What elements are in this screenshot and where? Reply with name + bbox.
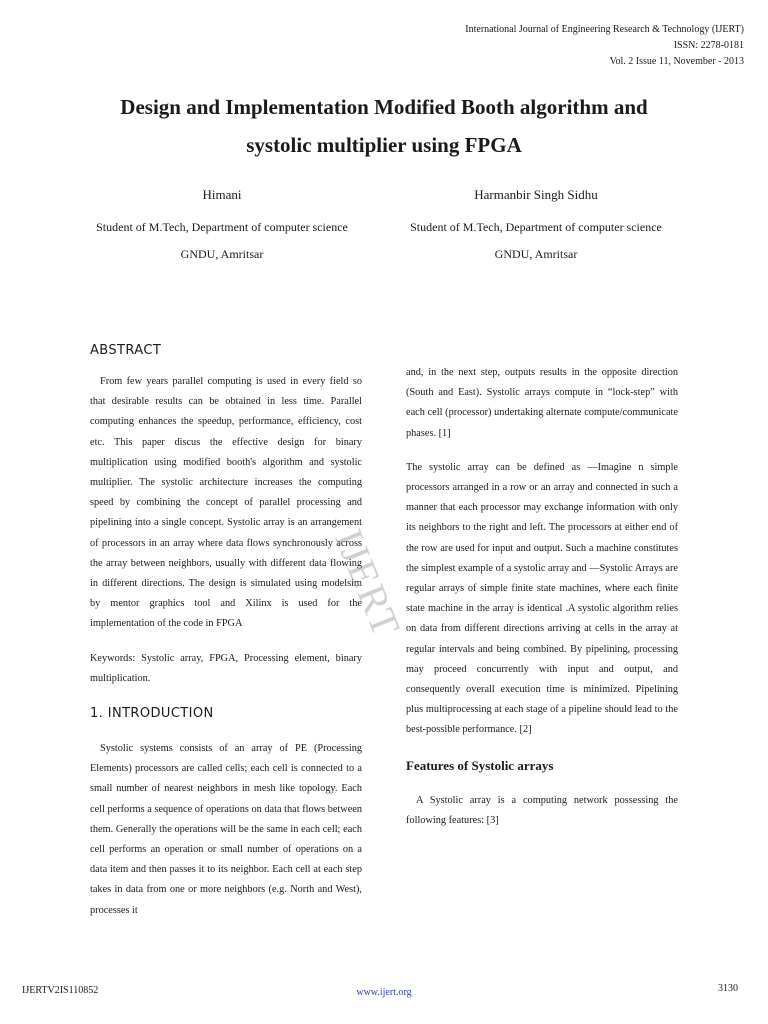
journal-name: International Journal of Engineering Research & Technology (IJERT) xyxy=(465,24,744,35)
right-para-2: The systolic array can be defined as ―Imagine n simple processors arranged in a row or an array and connected in such a manner that each processor may exchange information with only its neighbors to the right and left. The processors at either end of the row are used for input and output. Such a machine constitutes the simplest example of a systolic array and ―Systolic Arrays are regular arrays of simple finite state machines, where each finite state machine in the array is identical .A systolic algorithm relies on data from different directions arriving at cells in the array at regular intervals and being combined. By pipelining, processing may proceed concurrently with input and output, and consequently overall execution time is minimized. Pipelining plus multiprocessing at each stage of a pipeline should lead to the best-possible performance. [2] xyxy=(406,461,678,736)
journal-header xyxy=(465,22,744,70)
features-heading: Features of Systolic arrays xyxy=(406,757,554,773)
introduction-text: Systolic systems consists of an array of PE (Processing Elements) processors are called cells; each cell is connected to a small number of nearest neighbors in mesh like topology. Each cell performs a sequence of operations on data that flows between them. Generally the operations will be the same in each cell; each cell performs an operation or small number of operations on a data item and then passes it to its neighbor. Each cell at each step takes in data from one or more neighbors (e.g. North and West), processes it xyxy=(90,743,362,916)
introduction-heading: 1. INTRODUCTION xyxy=(90,706,214,722)
author-location: GNDU, Amritsar xyxy=(180,247,264,261)
abstract-heading: ABSTRACT xyxy=(90,343,162,358)
author-location: GNDU, Amritsar xyxy=(494,247,578,261)
journal-volume: Vol. 2 Issue 11, November - 2013 xyxy=(609,56,744,67)
keywords-text: Keywords: Systolic array, FPGA, Processing element, binary multiplication. xyxy=(90,652,362,684)
footer-paper-id: IJERTV2IS110852 xyxy=(22,985,99,996)
right-column xyxy=(406,363,678,831)
title-line-1: Design and Implementation Modified Booth algorithm and xyxy=(120,95,648,119)
author-name: Himani xyxy=(202,187,242,202)
footer-website-link[interactable]: www.ijert.org xyxy=(356,987,412,998)
footer-page-number: 3130 xyxy=(718,983,738,994)
abstract-text: From few years parallel computing is used in every field so that desirable results can be obtained in less time. Parallel computing enhances the speedup, performance, efficiency, cost etc. This paper discus the effective design for binary multiplication using modified booth's algorithm and systolic multiplier. The systolic architecture increases the computing speed by combining the concept of parallel processing and pipelining into a single concept. Systolic array is an arrangement of processors in an array where data flows synchronously across the array between neighbors, usually with different data flowing in different directions. The design is simulated using modelsim by mentor graphics tool and Xilinx is used for the implementation of the code in FPGA xyxy=(90,376,362,630)
author-affiliation: Student of M.Tech, Department of computer science xyxy=(96,220,348,234)
journal-issn: ISSN: 2278-0181 xyxy=(673,40,744,51)
left-column xyxy=(90,340,362,921)
author-name: Harmanbir Singh Sidhu xyxy=(474,187,598,202)
paper-title xyxy=(60,88,708,164)
watermark: IJERT xyxy=(326,523,410,644)
title-line-2: systolic multiplier using FPGA xyxy=(246,133,522,157)
author-block-2 xyxy=(404,186,668,272)
author-affiliation: Student of M.Tech, Department of computer science xyxy=(410,220,662,234)
author-block-1 xyxy=(90,186,354,272)
features-text: A Systolic array is a computing network possessing the following features: [3] xyxy=(406,794,678,826)
right-para-1: and, in the next step, outputs results in the opposite direction (South and East). Systolic arrays compute in “lock-step” with each cell (processor) undertaking alternate compute/communicate phases. [1] xyxy=(406,367,678,439)
